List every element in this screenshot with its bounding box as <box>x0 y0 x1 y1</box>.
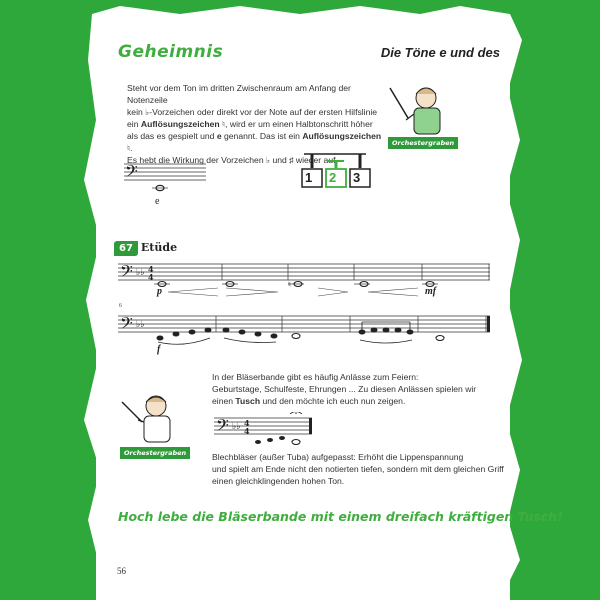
text-line: einen gleichklingenden hohen Ton. <box>212 476 345 486</box>
text-line: und spielt am Ende nicht den notierten tiefen, sondern mit dem gleichen Griff <box>212 464 504 474</box>
bold-term: Auflösungszeichen <box>302 131 382 141</box>
etude-title: Etüde <box>140 241 178 254</box>
valve-1-label: 1 <box>305 170 313 185</box>
valve-3-label: 3 <box>353 170 361 185</box>
svg-text:4: 4 <box>148 264 154 274</box>
text-span: als das es gespielt und <box>127 131 217 141</box>
dynamic-mf: mf <box>425 286 437 297</box>
bold-term: Auflösungszeichen <box>140 119 220 129</box>
character-tag-top: Orchestergraben <box>388 137 458 149</box>
conductor-character-illustration <box>388 80 460 140</box>
text-line: Blechbläser (außer Tuba) aufgepasst: Erhöht die Lippenspannung <box>212 452 464 462</box>
svg-text:𝄢: 𝄢 <box>120 313 133 337</box>
svg-text:♭♭: ♭♭ <box>136 320 145 330</box>
note-e-staff <box>124 160 208 196</box>
bold-term: Tusch <box>235 396 261 406</box>
intro-line: kein ♭-Vorzeichen oder direkt vor der Note auf der ersten Hilfslinie <box>127 107 378 117</box>
text-span: und den möchte ich euch nun zeigen. <box>260 396 406 406</box>
svg-text:4: 4 <box>244 426 250 436</box>
text-line: In der Bläserbande gibt es häufig Anlässe zum Feiern: <box>212 372 419 382</box>
svg-text:♭♭: ♭♭ <box>136 268 145 278</box>
svg-text:♮: ♮ <box>288 280 291 289</box>
text-line <box>212 395 502 407</box>
text-span: einen <box>212 396 236 406</box>
svg-text:𝄢: 𝄢 <box>216 415 229 439</box>
svg-text:♭♭: ♭♭ <box>232 422 241 432</box>
svg-text:4: 4 <box>148 272 154 282</box>
etude-number-badge: 67 <box>114 241 138 256</box>
dynamic-f: f <box>157 344 161 355</box>
text-span: genannt. Das ist ein <box>221 131 303 141</box>
intro-line: Es hebt die Wirkung der Vorzeichen ♭ und ♯ wieder auf. <box>127 155 338 165</box>
bold-term: e <box>216 131 222 141</box>
etude-heading <box>114 236 177 256</box>
text-span: ein <box>127 119 141 129</box>
text-span: ♮, wird er um einen Halbtonschritt höher <box>219 119 373 129</box>
intro-line <box>127 118 382 130</box>
conductor-character-illustration <box>120 392 192 448</box>
tusch-paragraph <box>212 371 502 407</box>
tusch-staff <box>214 412 314 446</box>
brass-tip-paragraph <box>212 451 512 487</box>
page-number: 56 <box>117 566 126 576</box>
svg-text:𝄢: 𝄢 <box>125 161 138 185</box>
svg-text:𝄢: 𝄢 <box>120 261 133 285</box>
character-tag-bottom: Orchestergraben <box>120 447 190 459</box>
dynamic-p: p <box>157 286 162 297</box>
note-label: e <box>155 196 160 207</box>
svg-text:4: 4 <box>244 418 250 428</box>
closing-slogan: Hoch lebe die Bläserbande mit einem dreifach kräftigen Tusch! <box>118 509 563 524</box>
text-line: Geburtstage, Schulfeste, Ehrungen ... Zu diesen Anlässen spielen wir <box>212 384 477 394</box>
measure-number: 6 <box>119 303 122 309</box>
page-subtitle: Die Töne e und des <box>380 45 500 60</box>
intro-line: Steht vor dem Ton im dritten Zwischenraum am Anfang der Notenzeile <box>127 83 351 105</box>
page-title: Geheimnis <box>118 42 224 62</box>
valve-2-label: 2 <box>329 170 337 185</box>
intro-line <box>127 130 382 154</box>
etude-staff-line-2 <box>118 312 492 352</box>
text-span: ♮. <box>127 143 133 153</box>
